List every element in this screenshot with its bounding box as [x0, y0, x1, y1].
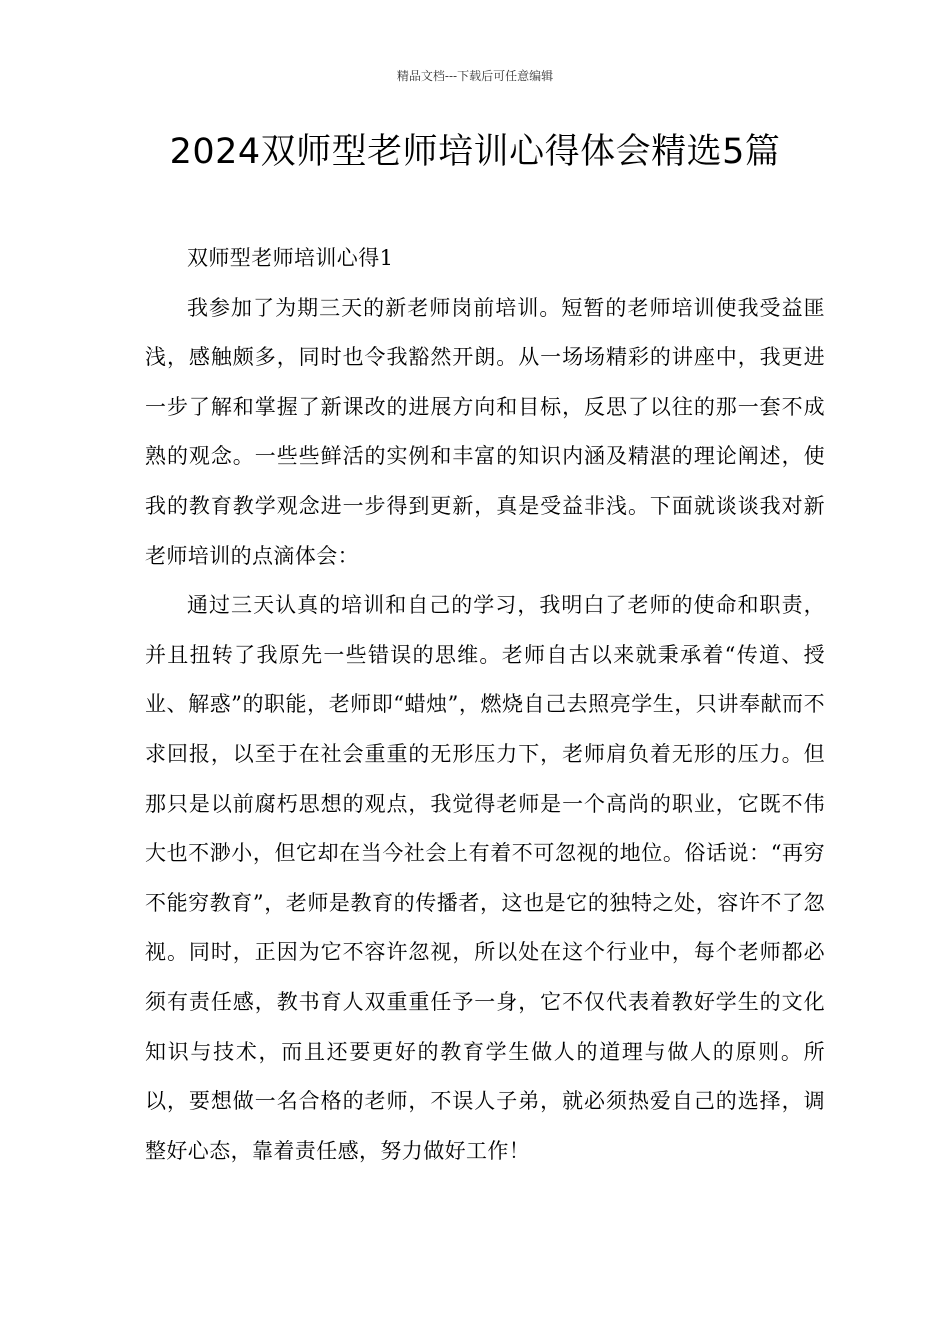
document-body: [145, 234, 825, 1176]
paragraph-1: 我参加了为期三天的新老师岗前培训。短暂的老师培训使我受益匪浅，感触颇多，同时也令我豁然开朗。从一场场精彩的讲座中，我更进一步了解和掌握了新课改的进展方向和目标，反思了以往的那一套不成熟的观念。一些些鲜活的实例和丰富的知识内涵及精湛的理论阐述，使我的教育教学观念进一步得到更新，真是受益非浅。下面就谈谈我对新老师培训的点滴体会：: [145, 295, 825, 568]
header-note: 精品文档---下载后可任意编辑: [396, 69, 554, 83]
document-title: 2024双师型老师培训心得体会精选5篇: [169, 132, 781, 172]
paragraph-2: 通过三天认真的培训和自己的学习，我明白了老师的使命和职责，并且扭转了我原先一些错误的思维。老师自古以来就秉承着“传道、授业、解惑”的职能，老师即“蜡烛”，燃烧自己去照亮学生，只讲奉献而不求回报，以至于在社会重重的无形压力下，老师肩负着无形的压力。但那只是以前腐朽思想的观点，我觉得老师是一个高尚的职业，它既不伟大也不渺小，但它却在当今社会上有着不可忽视的地位。俗话说：“再穷不能穷教育”，老师是教育的传播者，这也是它的独特之处，容许不了忽视。同时，正因为它不容许忽视，所以处在这个行业中，每个老师都必须有责任感，教书育人双重重任予一身，它不仅代表着教好学生的文化知识与技术，而且还要更好的教育学生做人的道理与做人的原则。所以，要想做一名合格的老师，不误人子弟，就必须热爱自己的选择，调整好心态，靠着责任感，努力做好工作！: [145, 593, 825, 1163]
section-heading: 双师型老师培训心得1: [187, 246, 394, 270]
